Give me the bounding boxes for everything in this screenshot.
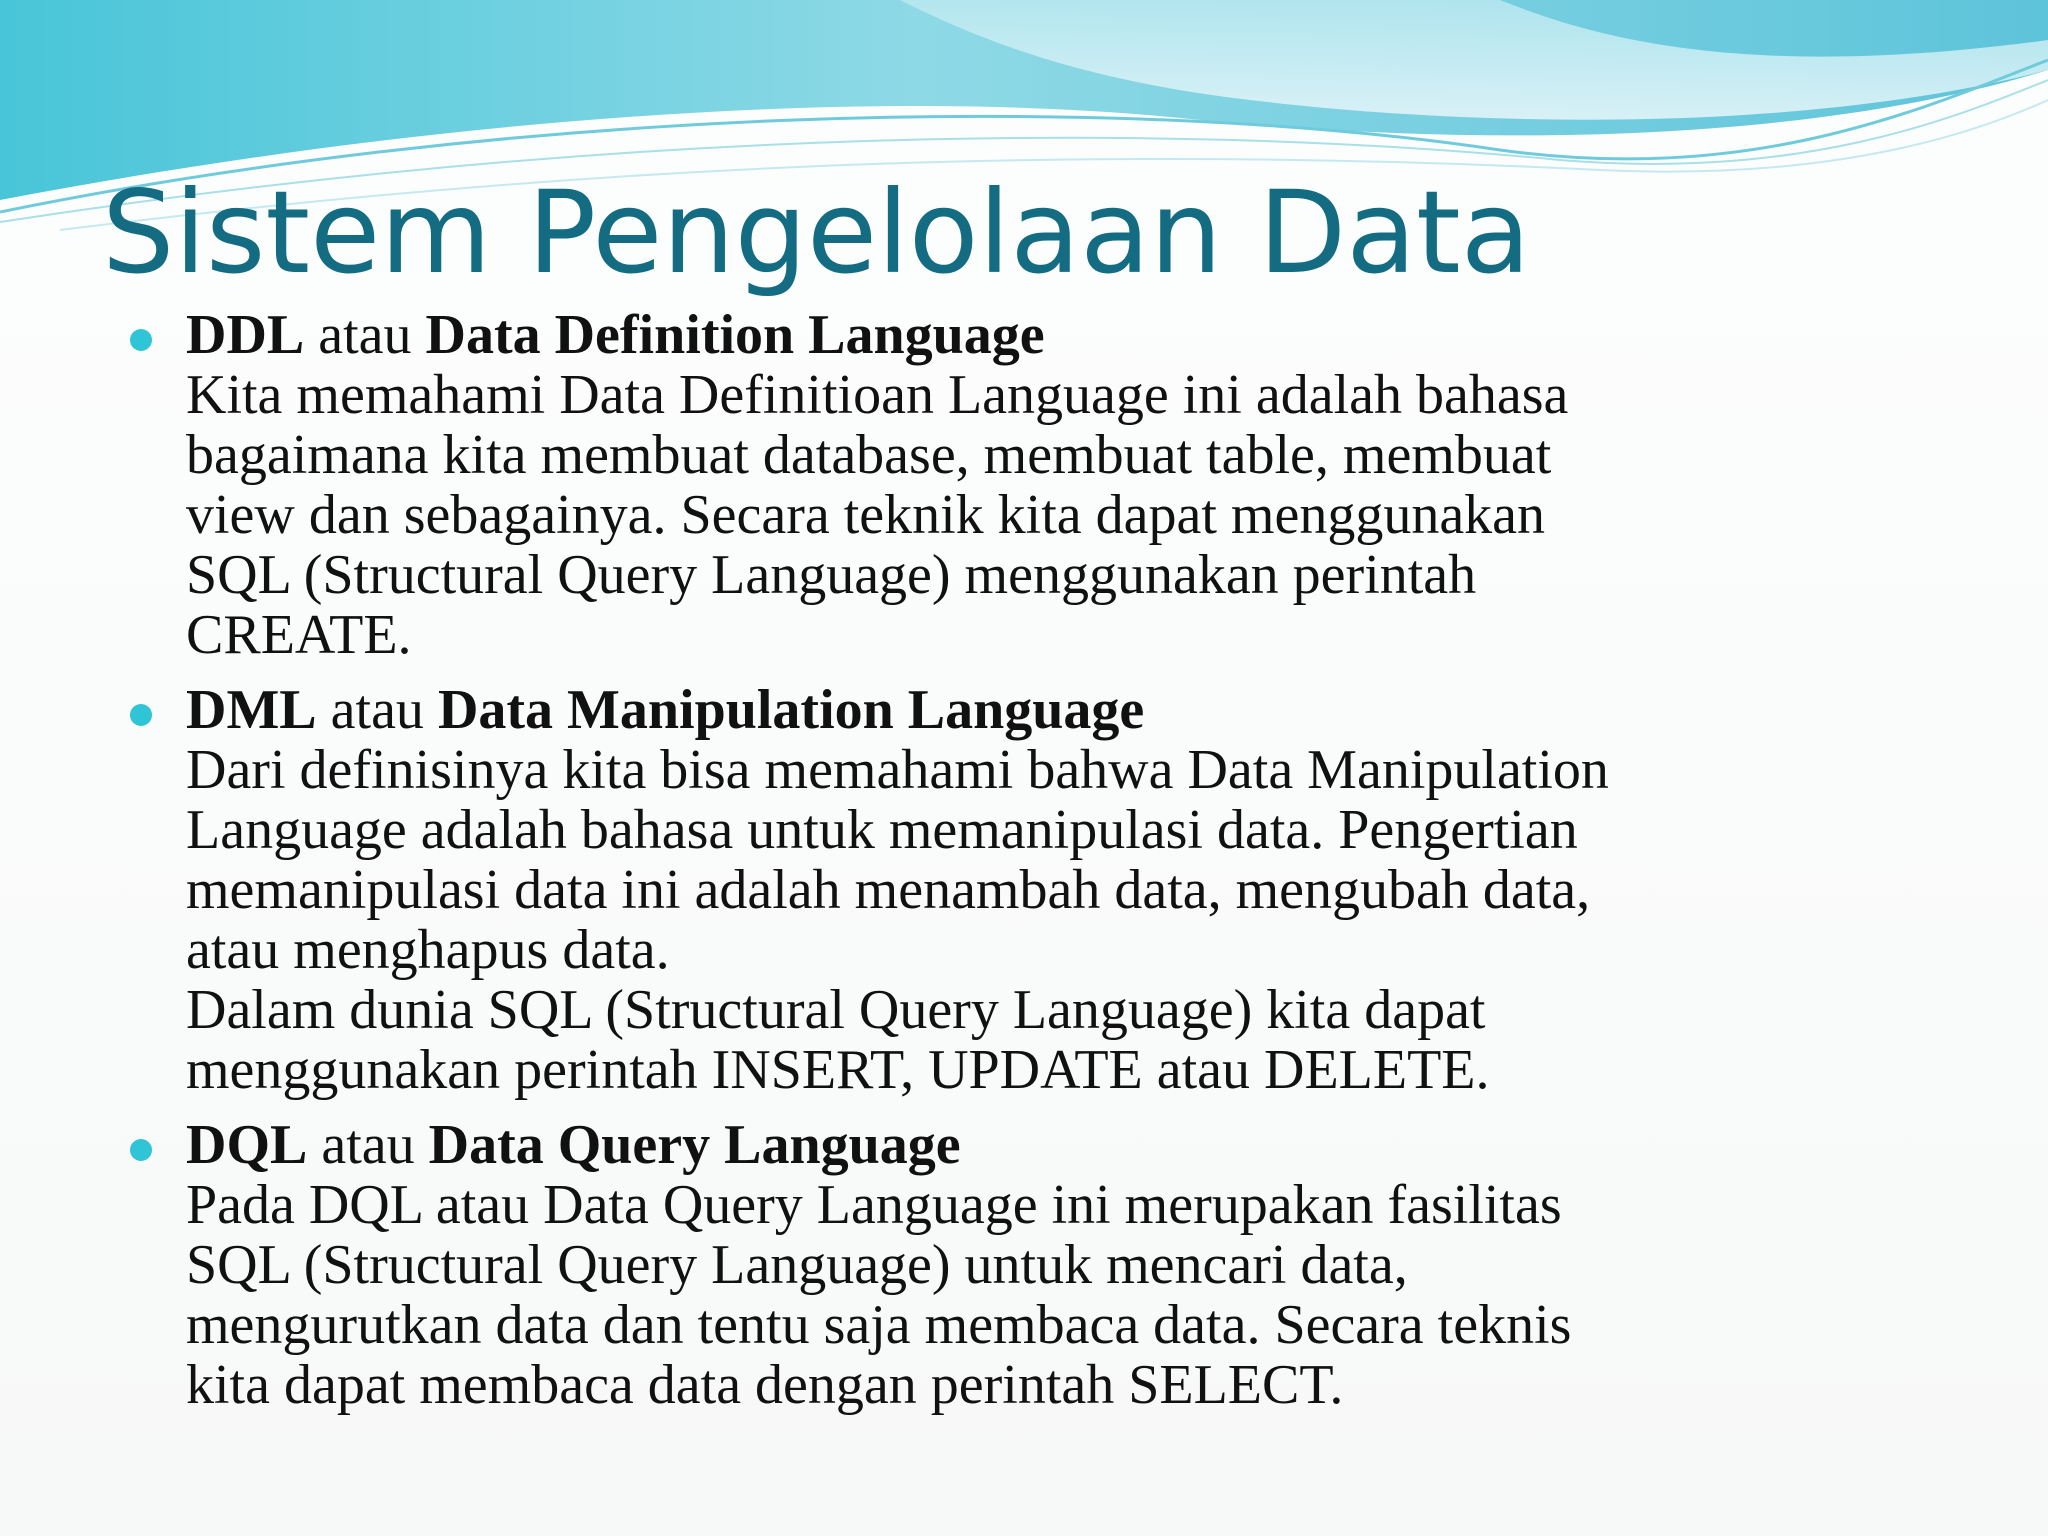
item-connector: atau — [304, 304, 426, 366]
item-heading — [186, 680, 2030, 740]
content-list — [130, 305, 2030, 1430]
item-text-line: view dan sebagainya. Secara teknik kita dapat menggunakan — [186, 484, 1546, 546]
item-text-line: Pada DQL atau Data Query Language ini merupakan fasilitas — [186, 1174, 1562, 1236]
item-text-line: CREATE. — [186, 604, 412, 666]
item-text-line: Language adalah bahasa untuk memanipulasi data. Pengertian — [186, 799, 1578, 861]
item-abbr: DQL — [186, 1114, 308, 1176]
list-item-ddl — [130, 305, 2030, 665]
item-abbr: DML — [186, 679, 317, 741]
item-connector: atau — [307, 1114, 429, 1176]
item-text-line: atau menghapus data. — [186, 919, 670, 981]
item-abbr: DDL — [186, 304, 305, 366]
bullet-dot-icon — [130, 704, 152, 726]
item-full-name: Data Manipulation Language — [437, 679, 1145, 741]
item-text-line: bagaimana kita membuat database, membuat table, membuat — [186, 424, 1552, 486]
item-full-name: Data Query Language — [428, 1114, 961, 1176]
bullet-dot-icon — [130, 329, 152, 351]
item-text-line: kita dapat membaca data dengan perintah SELECT. — [186, 1354, 1344, 1416]
item-text-line: Dalam dunia SQL (Structural Query Language) kita dapat — [186, 979, 1486, 1041]
item-connector: atau — [316, 679, 438, 741]
item-heading — [186, 1115, 2030, 1175]
item-text-line: mengurutkan data dan tentu saja membaca data. Secara teknis — [186, 1294, 1572, 1356]
bullet-dot-icon — [130, 1139, 152, 1161]
item-text-line: Dari definisinya kita bisa memahami bahwa Data Manipulation — [186, 739, 1609, 801]
item-text-line: menggunakan perintah INSERT, UPDATE atau DELETE. — [186, 1039, 1490, 1101]
item-text-line: SQL (Structural Query Language) menggunakan perintah — [186, 544, 1477, 606]
slide-title: Sistem Pengelolaan Data — [102, 166, 1531, 299]
item-full-name: Data Definition Language — [425, 304, 1045, 366]
list-item-dml — [130, 680, 2030, 1100]
item-text-line: SQL (Structural Query Language) untuk mencari data, — [186, 1234, 1408, 1296]
list-item-dql — [130, 1115, 2030, 1415]
item-heading — [186, 305, 2030, 365]
item-text-line: Kita memahami Data Definitioan Language ini adalah bahasa — [186, 364, 1569, 426]
item-text-line: memanipulasi data ini adalah menambah data, mengubah data, — [186, 859, 1591, 921]
